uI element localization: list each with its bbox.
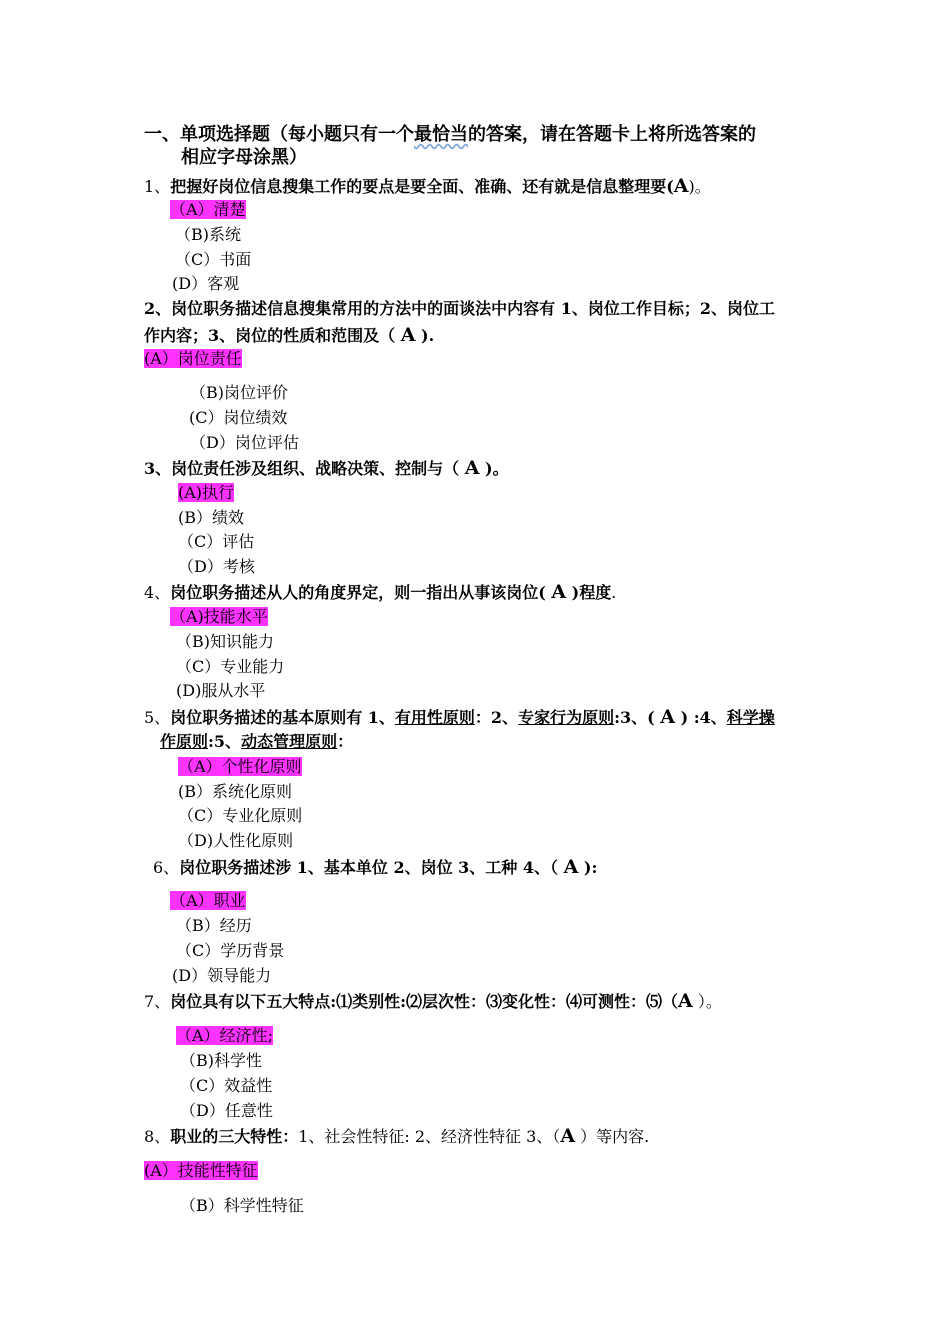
answer-letter: A [400,324,416,346]
highlighted-answer: (A）岗位责任 [144,349,242,368]
principle-underlined: 动态管理原则 [241,732,338,751]
question-number: 7、 [144,992,171,1011]
question-5-stem-line2 [160,731,353,753]
question-6-option-d: (D）领导能力 [172,966,272,985]
question-4-option-d: (D)服从水平 [176,681,266,700]
question-text-tail: )。 [479,459,509,478]
question-text: 岗位职务描述的基本原则有 1、 [170,708,395,727]
section-title-part: 一、单项选择题（每小题只有一个 [144,124,414,145]
question-6-option-c: （C）学历背景 [176,941,285,960]
question-text-tail: ： [337,732,354,751]
question-5-option-a [178,756,302,778]
question-3-stem [144,457,509,480]
question-text-end: . [611,583,617,602]
question-text: 岗位职务描述涉 1、基本单位 2、岗位 3、工种 4、（ [179,858,564,877]
question-text: :5、 [208,732,242,751]
question-number: 8、 [144,1127,171,1146]
question-text: :3、( [614,708,661,727]
question-text: 1、社会性特征: 2、经济性特征 3、（ [298,1127,561,1146]
question-text-tail: ）等内容. [575,1127,650,1146]
question-1-option-a [170,199,246,221]
question-1-stem [144,175,711,198]
question-6-option-b: （B）经历 [176,916,252,935]
principle-underlined: 作原则 [160,732,209,751]
question-text-tail: )。 [688,177,711,196]
question-5-option-c: （C）专业化原则 [178,806,303,825]
highlighted-answer: （A)技能水平 [170,607,268,626]
question-text-bold: 职业的三大特性： [170,1127,299,1146]
question-1-option-d: (D）客观 [172,274,240,293]
question-8-option-a [144,1160,258,1182]
question-text-tail: ). [415,326,435,345]
question-3-option-a [178,482,234,504]
question-text: 把握好岗位信息搜集工作的要点是要全面、准确、还有就是信息整理要( [170,177,674,196]
highlighted-answer: （A）职业 [170,891,246,910]
question-text: ) :4、 [675,708,727,727]
question-1-option-b: （B)系统 [175,225,242,244]
question-3-option-c: （C）评估 [178,532,255,551]
question-5-stem-line1 [144,706,775,729]
answer-letter: A [678,990,693,1012]
question-text: 作内容；3、岗位的性质和范围及（ [144,326,401,345]
question-8-stem [144,1125,649,1148]
section-title-emphasis: 最恰当 [414,124,468,145]
question-3-option-b: (B）绩效 [178,508,245,527]
question-3-option-d: （D）考核 [178,557,255,576]
highlighted-answer: (A）技能性特征 [144,1161,258,1180]
principle-underlined: 科学操 [726,708,775,727]
question-text-tail: )程度 [566,583,612,602]
question-2-stem-line1: 2、岗位职务描述信息搜集常用的方法中的面谈法中内容有 1、岗位工作目标；2、岗位工 [144,299,775,318]
question-7-option-d: （D）任意性 [180,1101,273,1120]
question-8-option-b: （B）科学性特征 [180,1196,304,1215]
question-7-option-b: （B)科学性 [180,1051,263,1070]
question-2-option-c: (C）岗位绩效 [189,408,288,427]
question-2-option-d: （D）岗位评估 [190,433,299,452]
question-4-stem [144,581,616,604]
question-5-option-b: (B）系统化原则 [178,782,293,801]
question-text: 岗位具有以下五大特点:⑴类别性:⑵层次性：⑶变化性：⑷可测性：⑸（ [170,992,679,1011]
highlighted-answer-tail: ; [267,1026,273,1045]
question-7-option-a [176,1025,273,1047]
question-5-option-d: （D)人性化原则 [178,831,294,850]
highlighted-answer: （A）清楚 [170,200,246,219]
question-2-option-a [144,348,242,370]
answer-letter: A [673,175,689,197]
answer-letter: A [563,856,579,878]
principle-underlined: 有用性原则 [394,708,475,727]
answer-letter: A [464,457,480,479]
question-7-option-c: （C）效益性 [180,1076,273,1095]
section-title-line2: 相应字母涂黑） [181,147,307,168]
highlighted-answer: (A)执行 [178,483,235,502]
question-6-option-a [170,890,246,912]
question-text-tail: ）。 [692,992,722,1011]
question-text: ：2、 [474,708,519,727]
question-6-stem [153,856,597,879]
question-text: 岗位职务描述从人的角度界定，则一指出从事该岗位( [170,583,552,602]
question-number: 1、 [144,177,171,196]
section-title-line1 [144,123,756,147]
answer-letter: A [551,581,567,603]
question-text: 3、岗位责任涉及组织、战略决策、控制与（ [144,459,465,478]
question-4-option-c: （C）专业能力 [176,657,285,676]
highlighted-answer: （A）经济性 [176,1026,268,1045]
answer-letter: A [560,1125,576,1147]
question-4-option-a [170,606,268,628]
question-number: 4、 [144,583,171,602]
question-1-option-c: （C）书面 [175,250,252,269]
question-2-option-b: （B)岗位评价 [190,383,289,402]
question-4-option-b: （B)知识能力 [176,632,275,651]
principle-underlined: 专家行为原则 [518,708,615,727]
highlighted-answer: （A）个性化原则 [178,757,302,776]
question-2-stem-line2 [144,324,434,347]
answer-letter: A [660,706,676,728]
question-number: 6、 [153,858,180,877]
question-7-stem [144,990,722,1013]
question-number: 5、 [144,708,171,727]
section-title-part: 的答案，请在答题卡上将所选答案的 [468,124,756,145]
question-text-tail: ): [578,858,598,877]
